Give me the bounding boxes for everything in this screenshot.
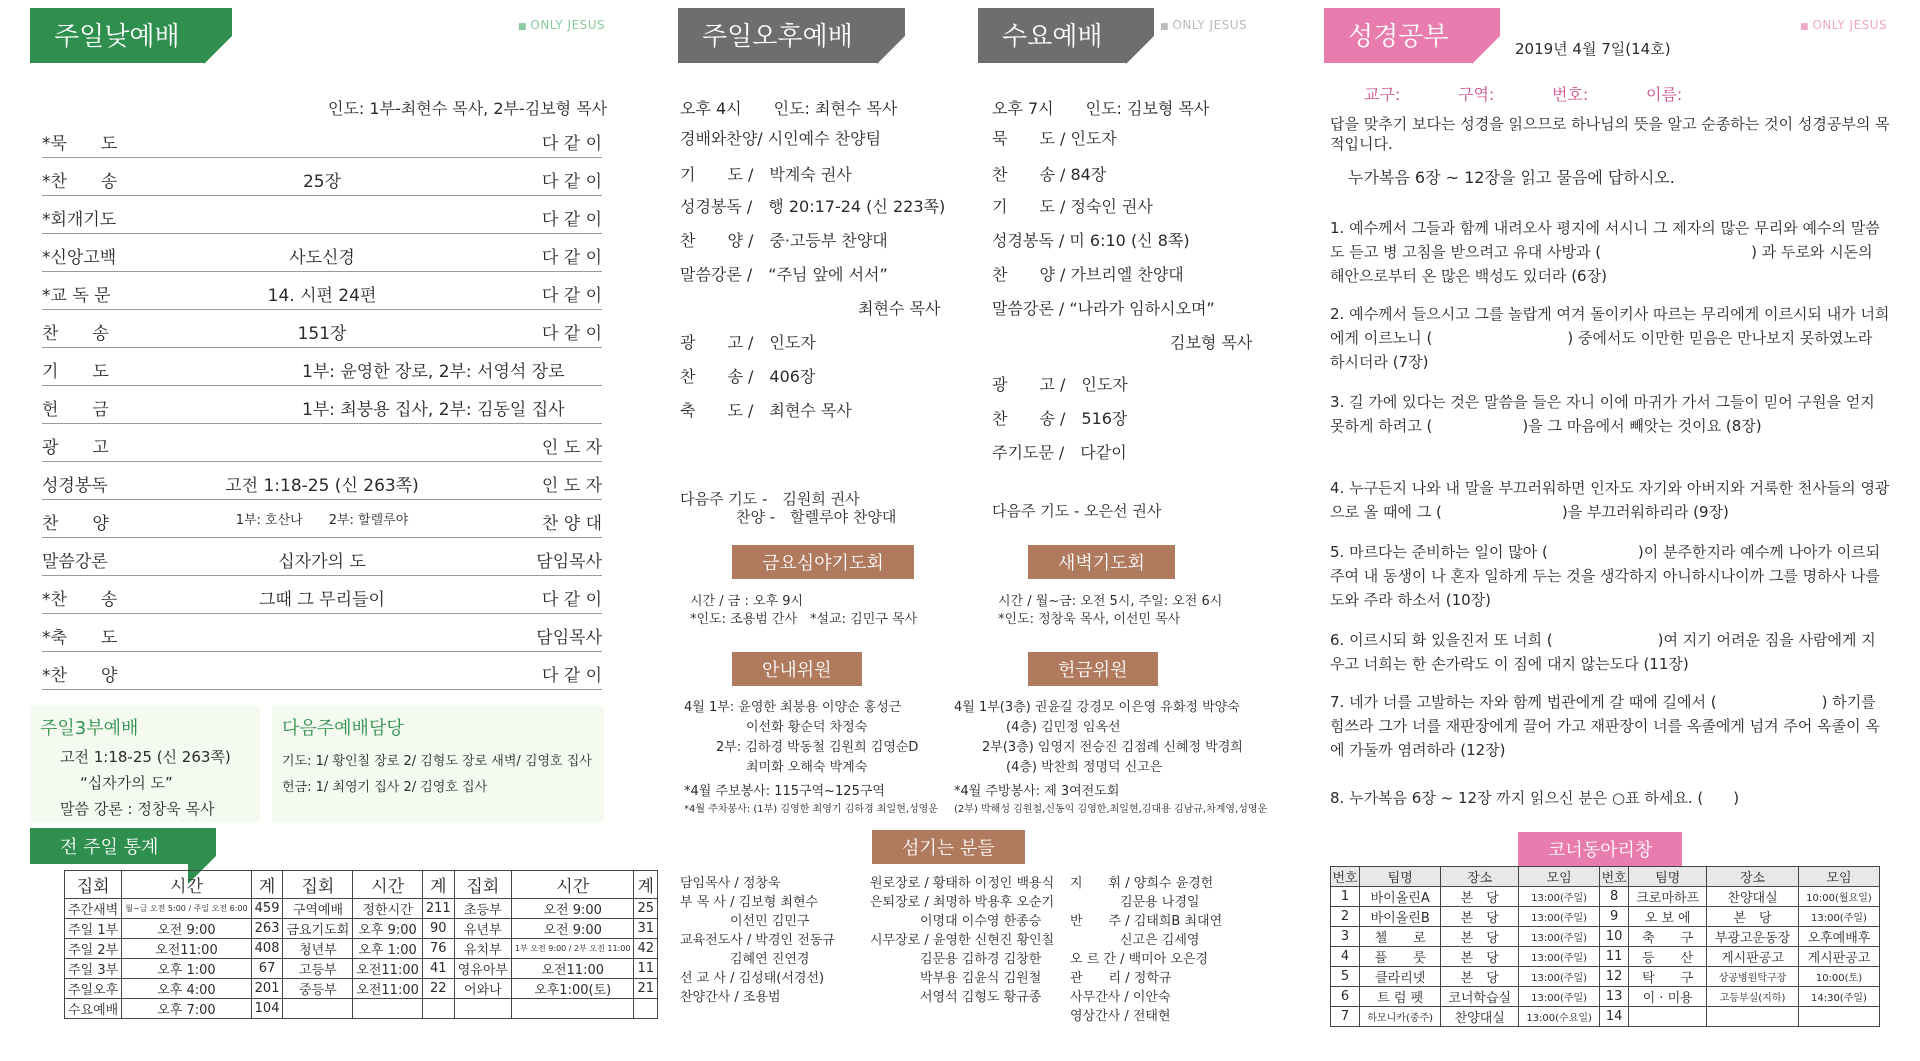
only-jesus-label: ■ ONLY JESUS — [518, 18, 605, 32]
order-label: *찬 송 — [42, 172, 118, 192]
club-cell: 13 — [1600, 987, 1629, 1007]
stats-cell: 31 — [634, 919, 658, 939]
question-item: 5. 마르다는 준비하는 일이 많아 ( )이 분주한지라 예수께 나아가 이르되 주여 내 동생이 나 혼자 일하게 두는 것을 생각하지 아니하시나이까 그를 명하사 나를 도와 주라 하소서 (10장) — [1330, 543, 1881, 609]
club-cell: 6 — [1331, 987, 1360, 1007]
pm-order-line: 최현수 목사 — [858, 299, 941, 318]
next-week-line: 헌금: 1/ 최영기 집사 2/ 김영호 집사 — [282, 780, 488, 795]
club-cell: 본 당 — [1441, 947, 1519, 967]
pm-order-line: 경배와찬양/ 시인예수 찬양팀 — [680, 129, 882, 148]
table-row — [65, 899, 658, 919]
guide-line: 최미화 오해숙 박계숙 — [746, 760, 868, 775]
wed-order-line: 주기도문 / 다같이 — [992, 443, 1127, 462]
wednesday-title: 수요예배 — [978, 8, 1126, 63]
club-title: 코너동아리창 — [1518, 832, 1682, 866]
order-label: 기 도 — [42, 362, 109, 382]
stats-cell: 41 — [422, 959, 454, 979]
club-cell: 오후예배후 — [1798, 927, 1879, 947]
order-label: 헌 금 — [42, 400, 109, 420]
field-district: 교구: — [1364, 85, 1401, 104]
servant-line: 원로장로 / 황태하 이정인 백용식 — [870, 876, 1055, 891]
table-row — [65, 959, 658, 979]
club-cell: 하모니카(중주) — [1360, 1007, 1441, 1027]
order-row — [42, 386, 602, 424]
order-row — [42, 576, 602, 614]
order-item: 14. 시편 24편 — [267, 286, 377, 306]
stats-cell — [634, 999, 658, 1019]
stats-cell: 오후 1:00 — [353, 939, 423, 959]
stats-header: 시간 — [122, 871, 251, 899]
bible-instruction: 누가복음 6장 ~ 12장을 읽고 물음에 답하시오. — [1348, 168, 1675, 187]
club-cell: 13:00(주일) — [1519, 907, 1600, 927]
club-header: 모임 — [1519, 867, 1600, 887]
guide-line: 4월 1부: 윤영한 최붕용 이양순 홍성근 — [684, 700, 902, 715]
table-row — [1331, 907, 1880, 927]
order-leader: 다 같 이 — [541, 324, 602, 344]
next-week-box — [272, 706, 604, 822]
order-label: *찬 양 — [42, 666, 118, 686]
servant-line: 시무장로 / 윤영한 신현진 황인칠 — [870, 933, 1055, 948]
guide-serve2: *4월 주차봉사: (1부) 김영한 최영기 김하경 최일현,성영운 — [684, 804, 939, 815]
club-cell: 게시판공고 — [1707, 947, 1799, 967]
club-header: 팀명 — [1629, 867, 1707, 887]
club-cell: 13:00(수요일) — [1519, 1007, 1600, 1027]
wed-order-line: 성경봉독 / 미 6:10 (신 8쪽) — [992, 231, 1190, 250]
servant-line: 지 휘 / 양희수 윤경헌 — [1070, 876, 1214, 891]
club-table — [1330, 866, 1880, 1027]
club-cell: 13:00(주일) — [1798, 907, 1879, 927]
question-item: 2. 예수께서 들으시고 그를 놀랍게 여겨 돌이키사 따르는 무리에게 이르시되 내가 너희에게 이르노니 ( ) 중에서도 이만한 믿음은 만나보지 못하였노라 하시더라 (7장) — [1330, 305, 1890, 371]
order-label: *묵 도 — [42, 134, 118, 154]
club-cell: 게시판공고 — [1798, 947, 1879, 967]
club-cell: 본 당 — [1441, 887, 1519, 907]
order-leader: 다 같 이 — [541, 134, 602, 154]
order-row — [42, 272, 602, 310]
club-cell: 3 — [1331, 927, 1360, 947]
offering-line: 4월 1부(3층) 권윤길 강경모 이은영 유화정 박양숙 — [954, 700, 1240, 715]
order-leader: 다 같 이 — [541, 286, 602, 306]
pm-order-line: 말씀강론 / “주님 앞에 서서” — [680, 265, 888, 284]
order-leader: 다 같 이 — [541, 210, 602, 230]
servant-line: 선 교 사 / 김성태(서경선) — [680, 971, 825, 986]
pm-order-line: 기 도 / 박계숙 권사 — [680, 165, 852, 184]
servant-line: 서영석 김형도 황규종 — [920, 990, 1042, 1005]
order-item: 25장 — [302, 172, 342, 192]
club-cell: 13:00(주일) — [1519, 927, 1600, 947]
club-cell: 9 — [1600, 907, 1629, 927]
club-cell: 12 — [1600, 967, 1629, 987]
stats-cell: 주일 1부 — [65, 919, 122, 939]
stats-cell — [283, 999, 353, 1019]
field-name: 이름: — [1646, 85, 1683, 104]
order-row — [42, 424, 602, 462]
field-number: 번호: — [1552, 85, 1589, 104]
servant-line: 오 르 간 / 백미아 오은경 — [1070, 952, 1209, 967]
stats-cell: 201 — [251, 979, 283, 999]
club-cell: 본 당 — [1441, 967, 1519, 987]
club-cell: 본 당 — [1441, 907, 1519, 927]
third-line: “십자가의 도” — [80, 774, 173, 792]
stats-cell: 90 — [422, 919, 454, 939]
stats-cell: 오전11:00 — [353, 959, 423, 979]
club-cell: 5 — [1331, 967, 1360, 987]
order-row — [42, 196, 602, 234]
stats-cell: 오전11:00 — [353, 979, 423, 999]
order-row — [42, 234, 602, 272]
stats-cell: 104 — [251, 999, 283, 1019]
stats-cell: 408 — [251, 939, 283, 959]
bible-study-panel — [1320, 0, 1900, 1061]
order-row — [42, 310, 602, 348]
friday-time: 시간 / 금 : 오후 9시 — [690, 594, 804, 609]
stats-cell: 주일 2부 — [65, 939, 122, 959]
stats-cell — [353, 999, 423, 1019]
pm-order-line: 찬 송 / 406장 — [680, 367, 816, 386]
club-cell: 본 당 — [1441, 927, 1519, 947]
third-line: 말씀 강론 : 정창욱 목사 — [60, 800, 215, 818]
order-row — [42, 158, 602, 196]
servant-line: 박부용 김윤식 김원철 — [920, 971, 1042, 986]
table-row — [65, 999, 658, 1019]
club-cell: 부광고운동장 — [1707, 927, 1799, 947]
stats-cell — [422, 999, 454, 1019]
order-row — [42, 120, 602, 158]
servant-line: 김문용 김하경 김창한 — [920, 952, 1042, 967]
stats-header: 시간 — [511, 871, 634, 899]
field-area: 구역: — [1458, 85, 1495, 104]
wed-order-line: 찬 양 / 가브리엘 찬양대 — [992, 265, 1184, 284]
club-cell: 10:00(토) — [1798, 967, 1879, 987]
club-cell: 4 — [1331, 947, 1360, 967]
club-cell: 찬양대실 — [1441, 1007, 1519, 1027]
servant-line: 찬양간사 / 조용범 — [680, 990, 781, 1005]
friday-title: 금요심야기도회 — [732, 545, 914, 579]
club-cell: 크로마하프 — [1629, 887, 1707, 907]
order-label: *신앙고백 — [42, 248, 117, 268]
servant-line: 사무간사 / 이안숙 — [1070, 990, 1171, 1005]
friday-leader: *인도: 조용범 간사 *설교: 김민구 목사 — [690, 612, 918, 627]
club-cell: 13:00(주일) — [1519, 887, 1600, 907]
question-item: 3. 길 가에 있다는 것은 말씀을 들은 자니 이에 마귀가 가서 그들이 믿어 구원을 얻지 못하게 하려고 ( )을 그 마음에서 빼앗는 것이요 (8장) — [1330, 393, 1875, 435]
order-label: *축 도 — [42, 628, 118, 648]
guide-line: 이선화 황순덕 차정숙 — [746, 720, 868, 735]
club-cell: 본 당 — [1707, 907, 1799, 927]
club-cell: 찬양대실 — [1707, 887, 1799, 907]
guide-serve: *4월 주보봉사: 115구역~125구역 — [684, 784, 885, 799]
order-item: 1부: 최붕용 집사, 2부: 김동일 집사 — [302, 400, 565, 420]
next-week-line: 기도: 1/ 황인칠 장로 2/ 김형도 장로 새벽/ 김영호 집사 — [282, 754, 592, 769]
wed-next-prayer: 다음주 기도 - 오은선 권사 — [992, 502, 1162, 520]
question-item: 6. 이르시되 화 있을진저 또 너희 ( )여 지기 어려운 짐을 사람에게 지우고 너희는 한 손가락도 이 짐에 대지 않는도다 (11장) — [1330, 631, 1876, 673]
order-label: *찬 송 — [42, 590, 118, 610]
club-cell: 13:00(주일) — [1519, 967, 1600, 987]
table-row — [65, 939, 658, 959]
table-row — [1331, 887, 1880, 907]
third-service-box — [30, 706, 260, 822]
club-cell: 축 구 — [1629, 927, 1707, 947]
stats-cell: 459 — [251, 899, 283, 919]
servant-line: 이명대 이수영 한종승 — [920, 914, 1042, 929]
club-cell — [1798, 1007, 1879, 1027]
table-row — [1331, 987, 1880, 1007]
order-leader: 인 도 자 — [541, 438, 602, 458]
question-item: 4. 누구든지 나와 내 말을 부끄러워하면 인자도 자기와 아버지와 거룩한 천사들의 영광으로 올 때에 그 ( )을 부끄러워하리라 (9장) — [1330, 479, 1890, 521]
third-line: 고전 1:18-25 (신 263쪽) — [60, 748, 231, 766]
club-cell: 오 보 에 — [1629, 907, 1707, 927]
order-row — [42, 538, 602, 576]
club-cell: 1 — [1331, 887, 1360, 907]
question-item: 7. 네가 너를 고발하는 자와 함께 법관에게 갈 때에 길에서 ( ) 하기를 힘쓰라 그가 너를 재판장에게 끌어 가고 재판장이 너를 옥졸에게 넘겨 주어 옥졸이 옥에 가둘까 염려하라 (12장) — [1330, 693, 1880, 759]
dawn-title: 새벽기도회 — [1028, 545, 1175, 579]
stats-header: 집회 — [283, 871, 353, 899]
wed-order-line: 광 고 / 인도자 — [992, 375, 1128, 394]
stats-cell: 21 — [634, 979, 658, 999]
club-header: 번호 — [1331, 867, 1360, 887]
club-cell: 고등부실(지하) — [1707, 987, 1799, 1007]
club-cell: 13:00(주일) — [1519, 947, 1600, 967]
sunday-am-leaders: 인도: 1부-최현수 목사, 2부-김보형 목사 — [328, 99, 608, 118]
club-cell: 클라리넷 — [1360, 967, 1441, 987]
table-row — [1331, 947, 1880, 967]
stats-cell: 청년부 — [283, 939, 353, 959]
stats-cell: 영유아부 — [454, 959, 511, 979]
dawn-time: 시간 / 월~금: 오전 5시, 주일: 오전 6시 — [998, 594, 1223, 609]
servant-line: 은퇴장로 / 최명하 박용후 오순기 — [870, 895, 1055, 910]
pm-order-line: 광 고 / 인도자 — [680, 333, 816, 352]
stats-cell: 오후 9:00 — [353, 919, 423, 939]
stats-cell: 주간새벽 — [65, 899, 122, 919]
stats-cell: 초등부 — [454, 899, 511, 919]
club-cell: 11 — [1600, 947, 1629, 967]
stats-cell: 고등부 — [283, 959, 353, 979]
table-row — [1331, 1007, 1880, 1027]
guide-line: 2부: 김하경 박동철 김원희 김영순D — [716, 740, 919, 755]
order-item: 사도신경 — [289, 248, 355, 268]
club-cell: 14:30(주일) — [1798, 987, 1879, 1007]
order-label: 광 고 — [42, 438, 109, 458]
offering-line: 2부(3층) 임영지 전승진 김점례 신혜정 박경희 — [982, 740, 1243, 755]
stats-cell: 오후 4:00 — [122, 979, 251, 999]
stats-cell: 22 — [422, 979, 454, 999]
club-cell: 이 · 미용 — [1629, 987, 1707, 1007]
club-cell: 플 룻 — [1360, 947, 1441, 967]
club-cell: 첼 로 — [1360, 927, 1441, 947]
order-row — [42, 500, 602, 538]
stats-header: 집회 — [454, 871, 511, 899]
bible-date: 2019년 4월 7일(14호) — [1515, 40, 1671, 58]
sunday-morning-panel — [30, 0, 655, 1061]
stats-header: 계 — [634, 871, 658, 899]
club-cell: 코너학습실 — [1441, 987, 1519, 1007]
stats-header: 계 — [251, 871, 283, 899]
stats-cell: 정한시간 — [353, 899, 423, 919]
wed-order-line: 찬 송 / 516장 — [992, 409, 1128, 428]
bible-title: 성경공부 — [1324, 8, 1472, 63]
servant-line: 영상간사 / 전태현 — [1070, 1009, 1171, 1024]
pm-order-line: 축 도 / 최현수 목사 — [680, 401, 852, 420]
order-item: 십자가의 도 — [278, 552, 366, 572]
club-cell — [1707, 1007, 1799, 1027]
order-label: 찬 양 — [42, 514, 109, 534]
table-row — [65, 979, 658, 999]
servant-line: 김혜연 진연경 — [730, 952, 810, 967]
order-row — [42, 652, 602, 690]
order-label: 성경봉독 — [42, 476, 108, 496]
order-label: *교 독 문 — [42, 286, 111, 306]
servant-line: 신고은 김세영 — [1120, 933, 1200, 948]
stats-cell: 수요예배 — [65, 999, 122, 1019]
wed-order-line: 묵 도 / 인도자 — [992, 129, 1117, 148]
pm-order-line: 성경봉독 / 행 20:17-24 (신 223쪽) — [680, 197, 946, 216]
offering-serve2: (2부) 박해성 김원철,신동익 김영한,최일현,김대용 김남규,차계영,성영운 — [954, 804, 1268, 815]
servants-title: 섬기는 분들 — [872, 830, 1025, 864]
stats-cell: 211 — [422, 899, 454, 919]
stats-header: 시간 — [353, 871, 423, 899]
stats-cell: 오전11:00 — [122, 939, 251, 959]
order-leader: 다 같 이 — [541, 172, 602, 192]
club-cell — [1629, 1007, 1707, 1027]
sunday-pm-wednesday-panel — [670, 0, 1290, 1061]
third-title: 주일3부예배 — [40, 718, 139, 739]
stats-cell: 어와나 — [454, 979, 511, 999]
order-item: 151장 — [297, 324, 347, 344]
club-cell: 14 — [1600, 1007, 1629, 1027]
order-row — [42, 614, 602, 652]
wed-order-line: 기 도 / 정숙인 권사 — [992, 197, 1153, 216]
question-item: 8. 누가복음 6장 ~ 12장 까지 읽으신 분은 ○표 하세요. ( ) — [1330, 789, 1740, 807]
club-cell: 8 — [1600, 887, 1629, 907]
stats-cell: 유치부 — [454, 939, 511, 959]
club-cell: 10:00(월요일) — [1798, 887, 1879, 907]
only-jesus-label: ■ ONLY JESUS — [1160, 18, 1247, 32]
order-item: 고전 1:18-25 (신 263쪽) — [225, 476, 419, 496]
wed-order-line: 김보형 목사 — [1170, 333, 1253, 352]
stats-cell: 42 — [634, 939, 658, 959]
club-cell: 바이올린A — [1360, 887, 1441, 907]
club-cell: 13:00(주일) — [1519, 987, 1600, 1007]
stats-cell: 주일 3부 — [65, 959, 122, 979]
servant-line: 담임목사 / 정창욱 — [680, 876, 781, 891]
stats-cell — [511, 999, 634, 1019]
stats-cell: 오후1:00(토) — [511, 979, 634, 999]
table-row — [1331, 967, 1880, 987]
order-label: 찬 송 — [42, 324, 109, 344]
stats-cell: 오전11:00 — [511, 959, 634, 979]
order-leader: 찬 양 대 — [541, 514, 602, 534]
stats-cell: 1부 오전 9:00 / 2부 오전 11:00 — [511, 939, 634, 959]
stats-table — [64, 870, 658, 1019]
order-leader: 담임목사 — [536, 552, 602, 572]
table-row — [1331, 927, 1880, 947]
order-leader: 담임목사 — [536, 628, 602, 648]
club-header: 팀명 — [1360, 867, 1441, 887]
next-week-title: 다음주예배담당 — [282, 718, 404, 739]
stats-cell: 월~금 오전 5:00 / 주일 오전 6:00 — [122, 899, 251, 919]
order-item: 1부: 윤영한 장로, 2부: 서영석 장로 — [302, 362, 565, 382]
order-item: 그때 그 무리들이 — [259, 590, 385, 610]
order-leader: 다 같 이 — [541, 590, 602, 610]
wed-order-line: 오후 7시 인도: 김보형 목사 — [992, 99, 1210, 118]
club-cell: 바이올린B — [1360, 907, 1441, 927]
club-cell: 탁 구 — [1629, 967, 1707, 987]
stats-header: 계 — [422, 871, 454, 899]
stats-cell: 76 — [422, 939, 454, 959]
club-cell: 트 럼 펫 — [1360, 987, 1441, 1007]
stats-cell: 금요기도회 — [283, 919, 353, 939]
stats-cell — [454, 999, 511, 1019]
pm-order-line: 찬 양 / 중·고등부 찬양대 — [680, 231, 888, 250]
pm-next-praise: 찬양 - 할렐루야 찬양대 — [736, 508, 897, 526]
club-header: 장소 — [1441, 867, 1519, 887]
stats-title: 전 주일 통계 — [30, 828, 188, 864]
wed-order-line: 말씀강론 / “나라가 임하시오며” — [992, 299, 1215, 318]
order-leader: 다 같 이 — [541, 248, 602, 268]
offering-line: (4층) 박찬희 정명덕 신고은 — [1006, 760, 1163, 775]
club-cell: 2 — [1331, 907, 1360, 927]
pm-order-line: 오후 4시 인도: 최현수 목사 — [680, 99, 898, 118]
servant-line: 관 리 / 정학규 — [1070, 971, 1172, 986]
order-row — [42, 348, 602, 386]
order-item: 1부: 호산나 2부: 할렐루야 — [235, 513, 409, 528]
guide-title: 안내위원 — [732, 652, 862, 686]
order-leader: 다 같 이 — [541, 666, 602, 686]
offering-serve: *4월 주방봉사: 제 3여전도회 — [954, 784, 1120, 799]
wed-order-line: 찬 송 / 84장 — [992, 165, 1107, 184]
stats-cell: 유년부 — [454, 919, 511, 939]
bible-intro: 답을 맞추기 보다는 성경을 읽으므로 하나님의 뜻을 알고 순종하는 것이 성경공부의 목적입니다. — [1330, 115, 1890, 153]
club-cell: 상공병원탁구장 — [1707, 967, 1799, 987]
sunday-pm-title: 주일오후예배 — [678, 8, 877, 63]
dawn-leader: *인도: 정창욱 목사, 이선민 목사 — [998, 612, 1181, 627]
servant-line: 부 목 사 / 김보형 최현수 — [680, 895, 819, 910]
stats-cell: 오전 9:00 — [511, 899, 634, 919]
stats-cell: 구역예배 — [283, 899, 353, 919]
servant-line: 교육전도사 / 박경인 전동규 — [680, 933, 835, 948]
club-header: 모임 — [1798, 867, 1879, 887]
stats-cell: 주일오후 — [65, 979, 122, 999]
stats-header: 집회 — [65, 871, 122, 899]
stats-cell: 67 — [251, 959, 283, 979]
stats-cell: 중등부 — [283, 979, 353, 999]
club-header: 장소 — [1707, 867, 1799, 887]
question-item: 1. 예수께서 그들과 함께 내려오사 평지에 서시니 그 제자의 많은 무리와 예수의 말씀도 듣고 병 고침을 받으려고 유대 사방과 ( ) 과 두로와 시돈의 해안으로부터 온 많은 백성도 있더라 (6장) — [1330, 219, 1880, 285]
stats-cell: 263 — [251, 919, 283, 939]
offering-line: (4층) 김민정 임옥선 — [1006, 720, 1121, 735]
order-label: 말씀강론 — [42, 552, 108, 572]
club-cell: 10 — [1600, 927, 1629, 947]
pm-next-prayer: 다음주 기도 - 김원희 권사 — [680, 490, 860, 508]
stats-cell: 11 — [634, 959, 658, 979]
table-row — [65, 919, 658, 939]
club-cell: 7 — [1331, 1007, 1360, 1027]
order-label: *회개기도 — [42, 210, 117, 230]
servant-line: 반 주 / 김태희B 최대연 — [1070, 914, 1223, 929]
only-jesus-label: ■ ONLY JESUS — [1800, 18, 1887, 32]
stats-cell: 오후 7:00 — [122, 999, 251, 1019]
servant-line: 이선민 김민구 — [730, 914, 810, 929]
sunday-am-title: 주일낮예배 — [30, 8, 204, 63]
servant-line: 김문용 나경일 — [1120, 895, 1200, 910]
order-row — [42, 462, 602, 500]
stats-cell: 오후 1:00 — [122, 959, 251, 979]
stats-cell: 25 — [634, 899, 658, 919]
club-cell: 등 산 — [1629, 947, 1707, 967]
stats-cell: 오전 9:00 — [511, 919, 634, 939]
offering-title: 헌금위원 — [1028, 652, 1158, 686]
club-header: 번호 — [1600, 867, 1629, 887]
order-leader: 인 도 자 — [541, 476, 602, 496]
stats-cell: 오전 9:00 — [122, 919, 251, 939]
